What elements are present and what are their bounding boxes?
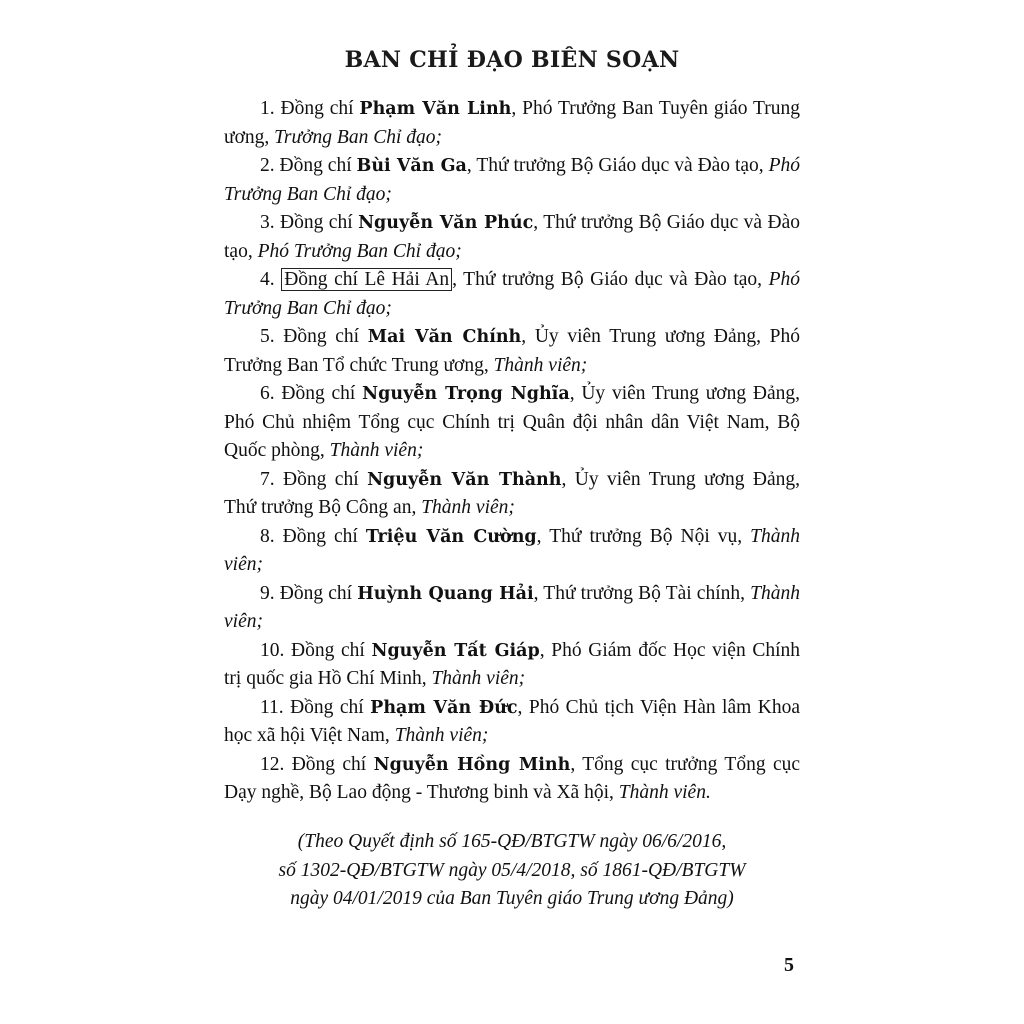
member-title: Thành viên; xyxy=(329,440,424,461)
list-item: 5. Đồng chí Mai Văn Chính, Ủy viên Trung ương Đảng, Phó Trưởng Ban Tổ chức Trung ương, Thành viên; xyxy=(224,326,801,376)
member-name: Bùi Văn Ga xyxy=(356,156,467,176)
member-title: Thành viên; xyxy=(394,725,489,746)
member-title: Phó Trưởng Ban Chỉ đạo; xyxy=(224,269,801,319)
member-name: Phạm Văn Linh xyxy=(359,99,512,119)
member-title: Phó Trưởng Ban Chỉ đạo; xyxy=(224,155,801,205)
member-list xyxy=(224,95,800,808)
member-name: Nguyễn Tất Giáp xyxy=(371,640,540,661)
member-title: Thành viên; xyxy=(431,668,526,689)
member-title: Thành viên; xyxy=(421,497,515,518)
member-name: Nguyễn Văn Thành xyxy=(367,469,562,490)
list-item: 12. Đồng chí Nguyễn Hồng Minh, Tổng cục trưởng Tổng cục Dạy nghề, Bộ Lao động - Thương binh và Xã hội, Thành viên. xyxy=(224,753,800,803)
member-name: Nguyễn Văn Phúc xyxy=(358,213,534,233)
list-item: 3. Đồng chí Nguyễn Văn Phúc, Thứ trưởng Bộ Giáo dục và Đào tạo, Phó Trưởng Ban Chỉ đạo; xyxy=(224,212,800,262)
list-item: 6. Đồng chí Nguyễn Trọng Nghĩa, Ủy viên Trung ương Đảng, Phó Chủ nhiệm Tổng cục Chính trị Quân đội nhân dân Việt Nam, Bộ Quốc phòng, Thành viên; xyxy=(224,383,801,461)
page-number: 5 xyxy=(784,954,794,976)
member-title: Thành viên. xyxy=(618,782,711,803)
note-line: (Theo Quyết định số 165-QĐ/BTGTW ngày 06/6/2016, xyxy=(297,831,727,852)
page-title: BAN CHỈ ĐẠO BIÊN SOẠN xyxy=(344,47,680,73)
list-item: 8. Đồng chí Triệu Văn Cường, Thứ trưởng Bộ Nội vụ, Thành viên; xyxy=(224,525,801,575)
list-item: 9. Đồng chí Huỳnh Quang Hải, Thứ trưởng Bộ Tài chính, Thành viên; xyxy=(224,582,800,632)
member-title: Thành viên; xyxy=(493,354,588,376)
member-name: Huỳnh Quang Hải xyxy=(357,583,534,604)
highlighted-name: Đồng chí Lê Hải An xyxy=(281,268,452,291)
member-title: Phó Trưởng Ban Chỉ đạo; xyxy=(257,240,462,262)
member-title: Trưởng Ban Chỉ đạo; xyxy=(274,126,442,148)
member-title: Thành viên; xyxy=(224,582,800,632)
member-name: Mai Văn Chính xyxy=(367,327,522,347)
list-item: 7. Đồng chí Nguyễn Văn Thành, Ủy viên Trung ương Đảng, Thứ trưởng Bộ Công an, Thành viên; xyxy=(224,468,801,518)
list-item: 11. Đồng chí Phạm Văn Đức, Phó Chủ tịch Viện Hàn lâm Khoa học xã hội Việt Nam, Thành viên; xyxy=(224,696,800,746)
member-name: Triệu Văn Cường xyxy=(365,526,537,547)
member-name: Nguyễn Trọng Nghĩa xyxy=(362,384,570,404)
member-name: Phạm Văn Đức xyxy=(370,697,518,718)
note-line: ngày 04/01/2019 của Ban Tuyên giáo Trung ương Đảng) xyxy=(290,888,734,909)
member-name: Nguyễn Hồng Minh xyxy=(373,754,571,775)
list-item: 2. Đồng chí Bùi Văn Ga, Thứ trưởng Bộ Giáo dục và Đào tạo, Phó Trưởng Ban Chỉ đạo; xyxy=(224,155,801,205)
member-title: Thành viên; xyxy=(224,525,801,575)
decision-note xyxy=(224,828,800,914)
note-line: số 1302-QĐ/BTGTW ngày 05/4/2018, số 1861-QĐ/BTGTW xyxy=(278,859,746,881)
list-item: 10. Đồng chí Nguyễn Tất Giáp, Phó Giám đốc Học viện Chính trị quốc gia Hồ Chí Minh, Thành viên; xyxy=(224,639,801,689)
list-item: 1. Đồng chí Phạm Văn Linh, Phó Trưởng Ban Tuyên giáo Trung ương, Trưởng Ban Chỉ đạo; xyxy=(224,98,800,148)
list-item: 4. Đồng chí Lê Hải An , Thứ trưởng Bộ Giáo dục và Đào tạo, Phó Trưởng Ban Chỉ đạo; xyxy=(224,269,801,319)
